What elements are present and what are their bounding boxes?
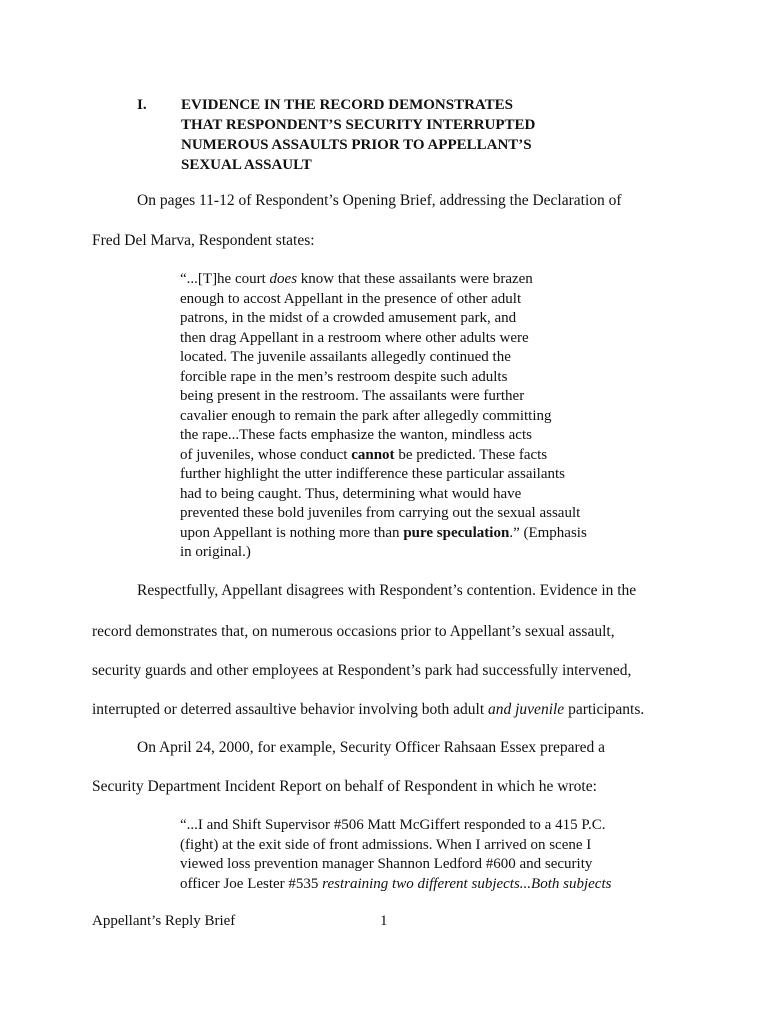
quote-bold-text: pure speculation: [403, 524, 510, 541]
section-title-line: SEXUAL ASSAULT: [181, 157, 312, 173]
quote-bold-text: cannot: [351, 446, 395, 463]
paragraph-line: security guards and other employees at Respondent’s park had successfully intervened,: [92, 662, 632, 679]
quote-line: the rape...These facts emphasize the wanton, mindless acts: [180, 427, 532, 443]
quote-text: be predicted. These facts: [394, 446, 548, 463]
quote-line: [180, 446, 587, 466]
paragraph-text: interrupted or deterred assaultive behavior involving both adult: [92, 701, 488, 718]
paragraph-line: [92, 701, 644, 719]
quote-text: know that these assailants were brazen: [297, 271, 533, 287]
section-number: I.: [137, 97, 147, 113]
quote-line: then drag Appellant in a restroom where other adults were: [180, 329, 529, 346]
section-title: [181, 95, 601, 175]
quote-line: cavalier enough to remain the park after allegedly committing: [180, 407, 552, 424]
block-quote: [180, 816, 611, 894]
paragraph-text: participants.: [564, 701, 645, 718]
quote-line: [180, 270, 587, 290]
quote-line: [180, 524, 587, 544]
quote-text: upon Appellant is nothing more than: [180, 524, 404, 541]
paragraph-italic-text: and juvenile: [488, 701, 565, 718]
quote-line: “...I and Shift Supervisor #506 Matt McGiffert responded to a 415 P.C.: [180, 817, 606, 833]
quote-line: had to being caught. Thus, determining what would have: [180, 485, 522, 502]
paragraph-line: Fred Del Marva, Respondent states:: [92, 232, 315, 249]
quote-text: “...[T]he court: [180, 271, 270, 287]
quote-line: viewed loss prevention manager Shannon Ledford #600 and security: [180, 856, 593, 872]
paragraph-line: record demonstrates that, on numerous occasions prior to Appellant’s sexual assault,: [92, 623, 615, 640]
section-title-line: THAT RESPONDENT’S SECURITY INTERRUPTED: [181, 117, 536, 133]
footer-title: Appellant’s Reply Brief: [92, 913, 236, 929]
paragraph-line: On April 24, 2000, for example, Security Officer Rahsaan Essex prepared a: [137, 739, 606, 756]
quote-line: (fight) at the exit side of front admissions. When I arrived on scene I: [180, 836, 592, 853]
quote-line: forcible rape in the men’s restroom despite such adults: [180, 368, 508, 385]
paragraph-line: Security Department Incident Report on behalf of Respondent in which he wrote:: [92, 778, 597, 795]
quote-line: further highlight the utter indifference these particular assailants: [180, 466, 565, 482]
block-quote: [180, 270, 587, 563]
quote-italic-text: restraining two different subjects...Both subjects: [322, 875, 612, 892]
section-title-line: EVIDENCE IN THE RECORD DEMONSTRATES: [181, 97, 514, 113]
quote-line: being present in the restroom. The assailants were further: [180, 388, 525, 404]
quote-line: enough to accost Appellant in the presence of other adult: [180, 290, 522, 307]
quote-line: [180, 875, 611, 895]
section-title-line: NUMEROUS ASSAULTS PRIOR TO APPELLANT’S: [181, 137, 532, 153]
quote-text: officer Joe Lester #535: [180, 875, 323, 892]
quote-italic-text: does: [269, 271, 298, 287]
paragraph-line: Respectfully, Appellant disagrees with Respondent’s contention. Evidence in the: [137, 582, 637, 599]
quote-line: located. The juvenile assailants allegedly continued the: [180, 349, 511, 365]
quote-text: of juveniles, whose conduct: [180, 446, 352, 463]
quote-text: .” (Emphasis: [509, 524, 587, 541]
page-number: 1: [380, 913, 388, 929]
quote-line: in original.): [180, 544, 251, 560]
paragraph-line: On pages 11-12 of Respondent’s Opening Brief, addressing the Declaration of: [137, 192, 622, 209]
quote-line: prevented these bold juveniles from carrying out the sexual assault: [180, 505, 581, 521]
quote-line: patrons, in the midst of a crowded amusement park, and: [180, 310, 517, 326]
